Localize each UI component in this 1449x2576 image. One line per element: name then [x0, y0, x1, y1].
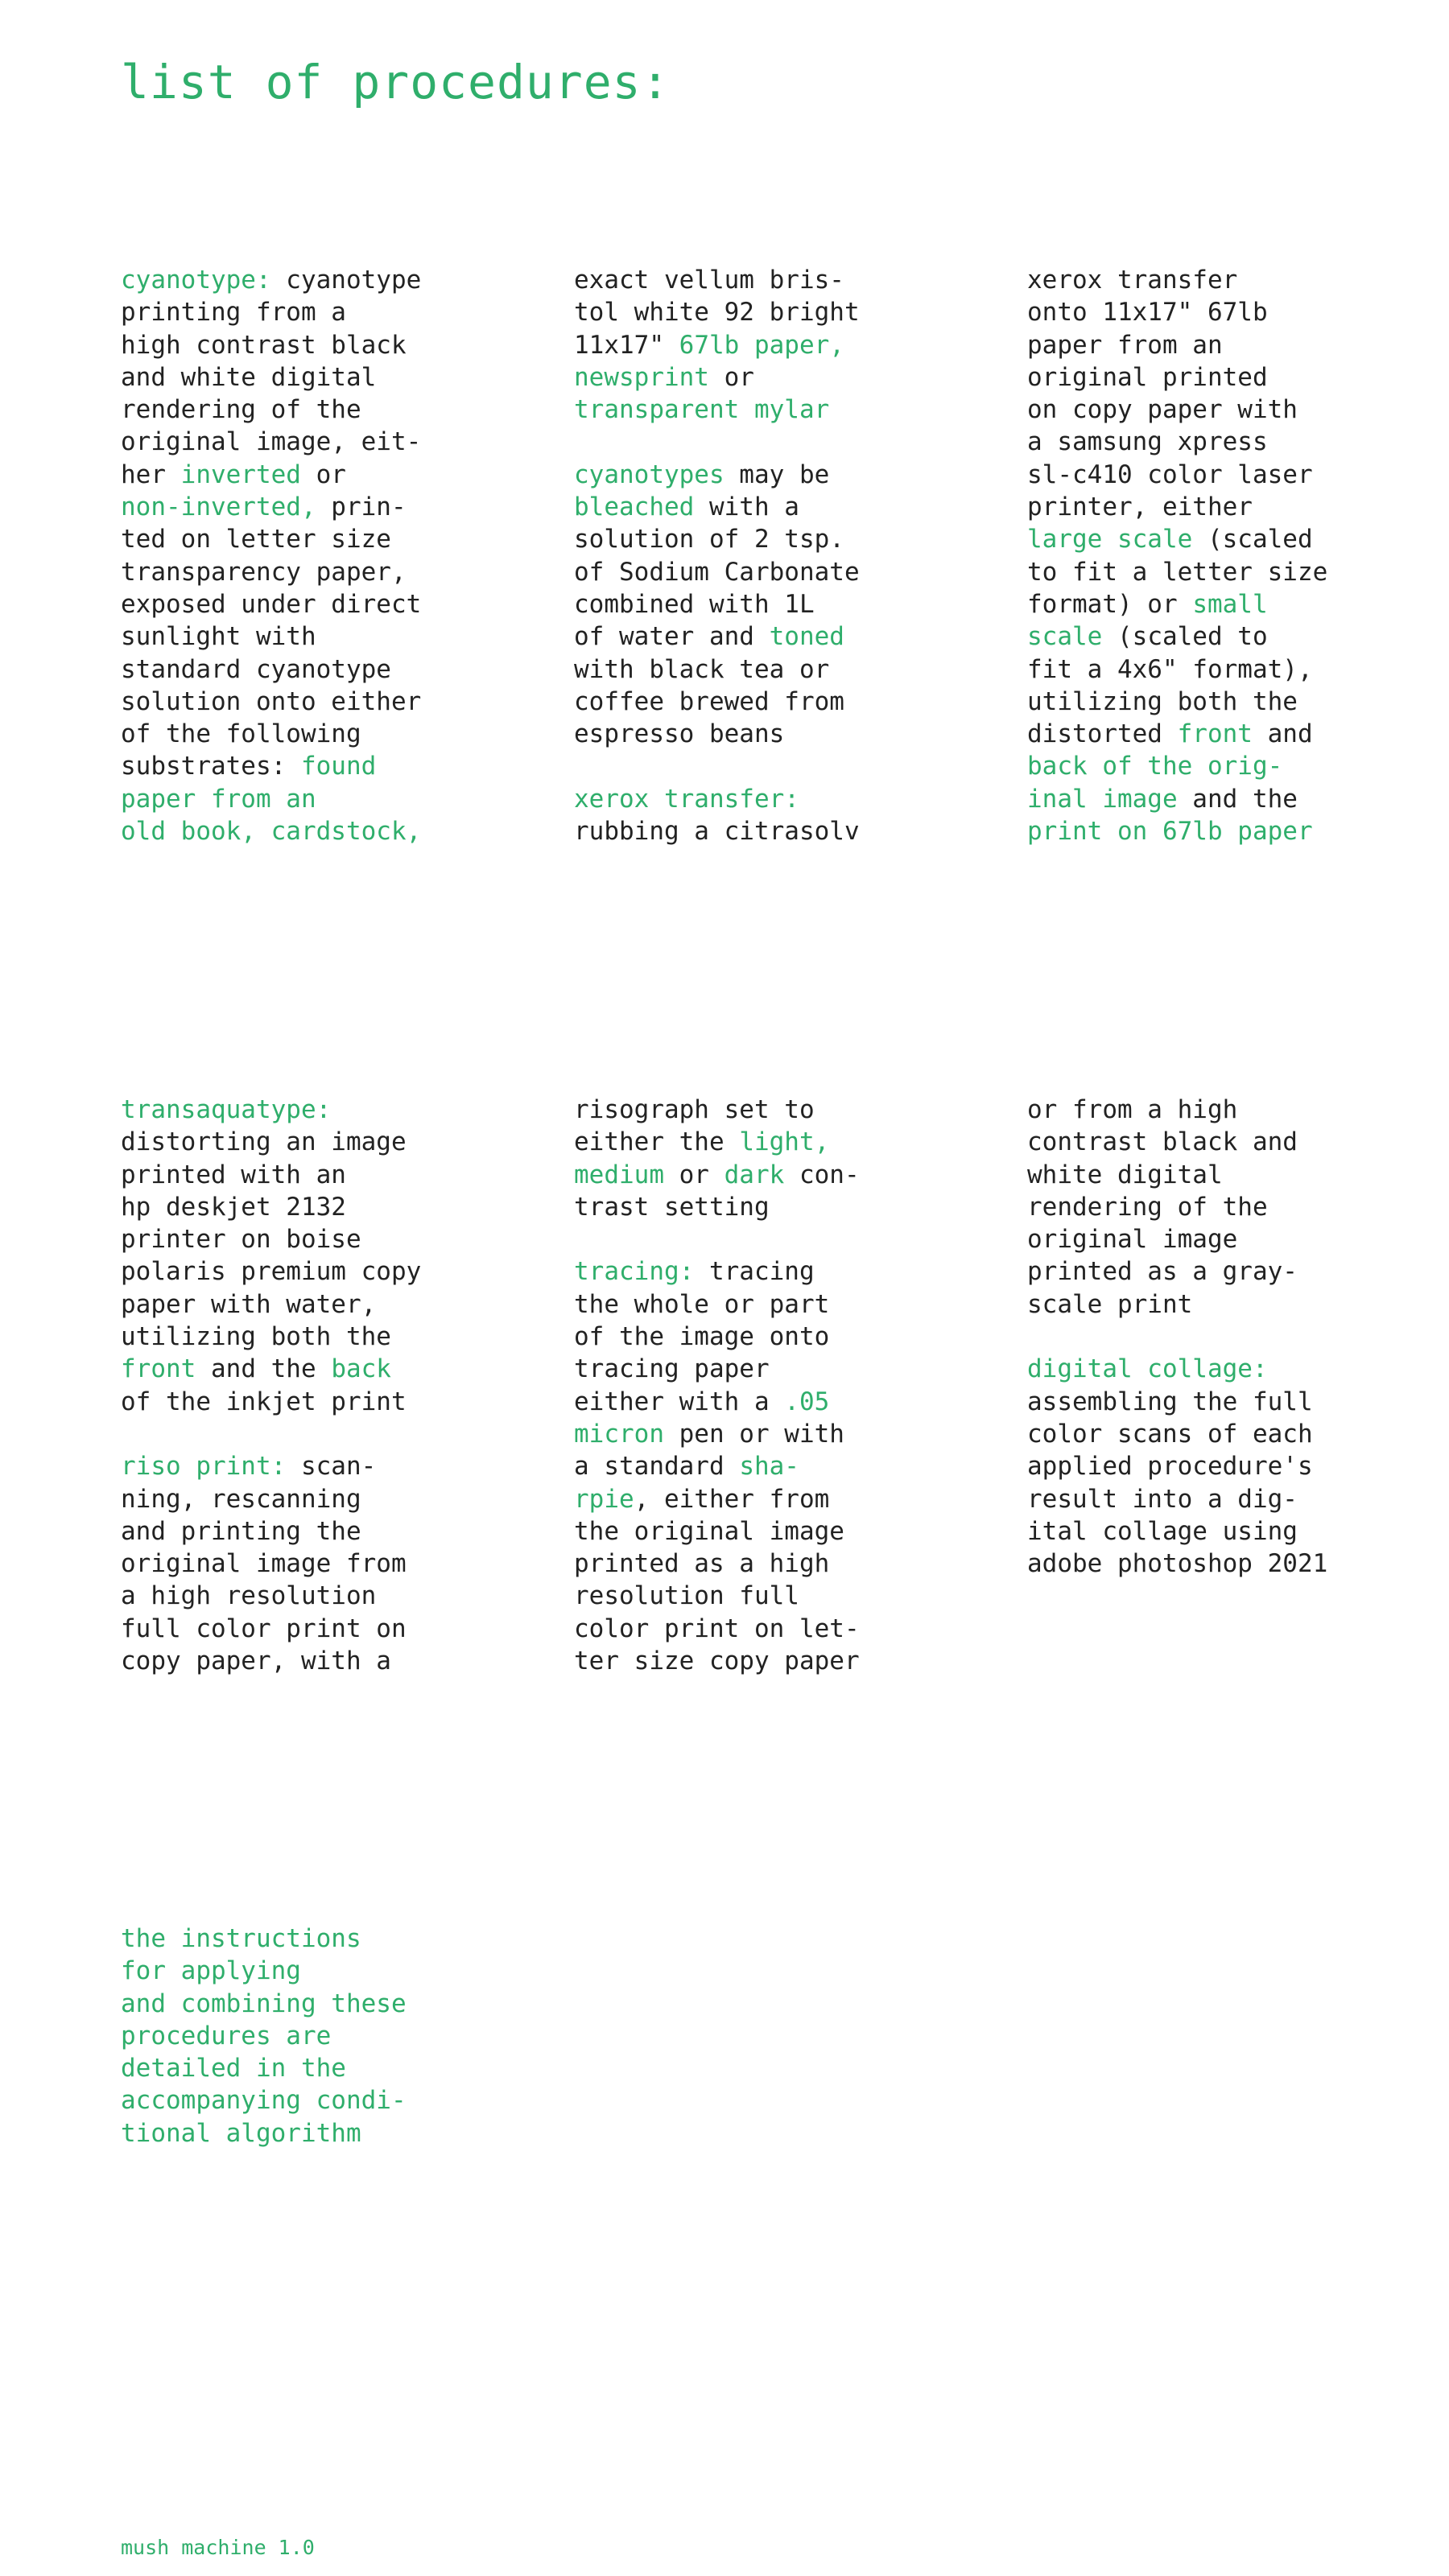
- body-text: or: [663, 1160, 724, 1189]
- paragraph: [574, 1094, 920, 1223]
- body-text: scan- ning, rescanning and printing the original image from a high resolution full color print on copy paper, with a: [121, 1452, 407, 1676]
- highlighted-term: .05 micron: [574, 1387, 830, 1449]
- paragraph: [1027, 264, 1373, 847]
- body-text: with a solution of 2 tsp. of Sodium Carbonate combined with 1L of water and: [574, 493, 860, 652]
- text-block-instructions-note: [121, 1923, 467, 2149]
- text-block-risograph-tracing: [574, 1094, 920, 1677]
- highlighted-term: found paper from an old book, cardstock,: [121, 752, 422, 847]
- footer-version: mush machine 1.0: [121, 2536, 315, 2559]
- highlighted-term: tracing:: [574, 1257, 695, 1287]
- body-text: pen or with a standard: [574, 1419, 844, 1482]
- body-text: con- trast setting: [574, 1160, 860, 1222]
- body-text: risograph set to either the: [574, 1095, 815, 1157]
- body-text: of the inkjet print: [121, 1387, 407, 1416]
- highlighted-term: inverted: [180, 460, 301, 489]
- paragraph: [1027, 1353, 1373, 1580]
- highlighted-term: small scale: [1027, 589, 1268, 652]
- page-title: list of procedures:: [121, 55, 671, 109]
- paragraph: [574, 264, 920, 426]
- text-block-xerox-transfer: [1027, 264, 1373, 847]
- highlighted-term: the instructions for applying and combining these procedures are detailed in the accompanying condi- tional algorithm: [121, 1924, 407, 2148]
- highlighted-term: light, medium: [574, 1127, 830, 1189]
- highlighted-term: transaquatype:: [121, 1095, 332, 1124]
- body-text: and: [1267, 719, 1313, 749]
- paragraph: [1027, 1094, 1373, 1321]
- highlighted-term: digital collage:: [1027, 1354, 1268, 1384]
- highlighted-term: back: [331, 1354, 391, 1384]
- highlighted-term: non-inverted,: [121, 493, 316, 522]
- paragraph: [574, 459, 920, 751]
- body-text: and the: [196, 1354, 332, 1384]
- paragraph: [121, 264, 467, 847]
- paragraph: [574, 1255, 920, 1677]
- paragraph: [121, 1450, 467, 1677]
- highlighted-term: sha- rpie: [574, 1452, 799, 1514]
- highlighted-term: print on 67lb paper: [1027, 817, 1313, 847]
- body-text: (scaled to fit a letter size format) or: [1027, 525, 1328, 619]
- highlighted-term: front: [1177, 719, 1253, 749]
- highlighted-term: back of the orig- inal image: [1027, 752, 1283, 814]
- body-text: exact vellum bris- tol white 92 bright 11x17": [574, 266, 860, 360]
- text-block-substrates-bleaching: [574, 264, 920, 847]
- body-text: tracing the whole or part of the image onto tracing paper either with a: [574, 1257, 830, 1416]
- highlighted-term: toned: [769, 622, 844, 652]
- paragraph: [121, 1923, 467, 2149]
- text-block-transaquatype: [121, 1094, 467, 1677]
- highlighted-term: bleached: [574, 493, 695, 522]
- highlighted-term: dark: [724, 1160, 785, 1189]
- highlighted-term: riso print:: [121, 1452, 287, 1482]
- body-text: assembling the full color scans of each applied procedure's result into a dig- ital collage using adobe photoshop 2021: [1027, 1387, 1328, 1579]
- highlighted-term: 67lb paper, newsprint: [574, 330, 844, 392]
- highlighted-term: transparent mylar: [574, 395, 830, 425]
- body-text: xerox transfer onto 11x17" 67lb paper from an original printed on copy paper with a samsung xpress sl-c410 color laser printer, either: [1027, 266, 1313, 522]
- body-text: distorting an image printed with an hp deskjet 2132 printer on boise polaris premium copy paper with water, utilizing both the: [121, 1127, 422, 1352]
- paragraph: [574, 783, 920, 848]
- highlighted-term: large scale: [1027, 525, 1193, 554]
- paragraph: [121, 1094, 467, 1418]
- body-text: or: [316, 460, 346, 489]
- highlighted-term: cyanotypes: [574, 460, 724, 489]
- body-text: with black tea or coffee brewed from espresso beans: [574, 654, 844, 749]
- highlighted-term: xerox transfer:: [574, 784, 799, 814]
- body-text: , either from the original image printed as a high resolution full color print on let- ter size copy paper: [574, 1484, 860, 1676]
- body-text: prin- ted on letter size transparency paper, exposed under direct sunlight with standard cyanotype solution onto either of the following substrates:: [121, 493, 422, 781]
- body-text: rubbing a citrasolv: [574, 817, 860, 847]
- body-text: cyanotype printing from a high contrast black and white digital rendering of the original image, eit- her: [121, 266, 422, 489]
- body-text: (scaled to fit a 4x6" format), utilizing both the distorted: [1027, 622, 1313, 749]
- text-block-digital-collage: [1027, 1094, 1373, 1580]
- highlighted-term: front: [121, 1354, 196, 1384]
- body-text: may be: [739, 460, 830, 489]
- text-block-cyanotype: [121, 264, 467, 847]
- body-text: or: [724, 362, 754, 392]
- body-text: and the: [1192, 784, 1298, 814]
- highlighted-term: cyanotype:: [121, 266, 271, 295]
- body-text: or from a high contrast black and white digital rendering of the original image printed as a gray- scale print: [1027, 1095, 1298, 1319]
